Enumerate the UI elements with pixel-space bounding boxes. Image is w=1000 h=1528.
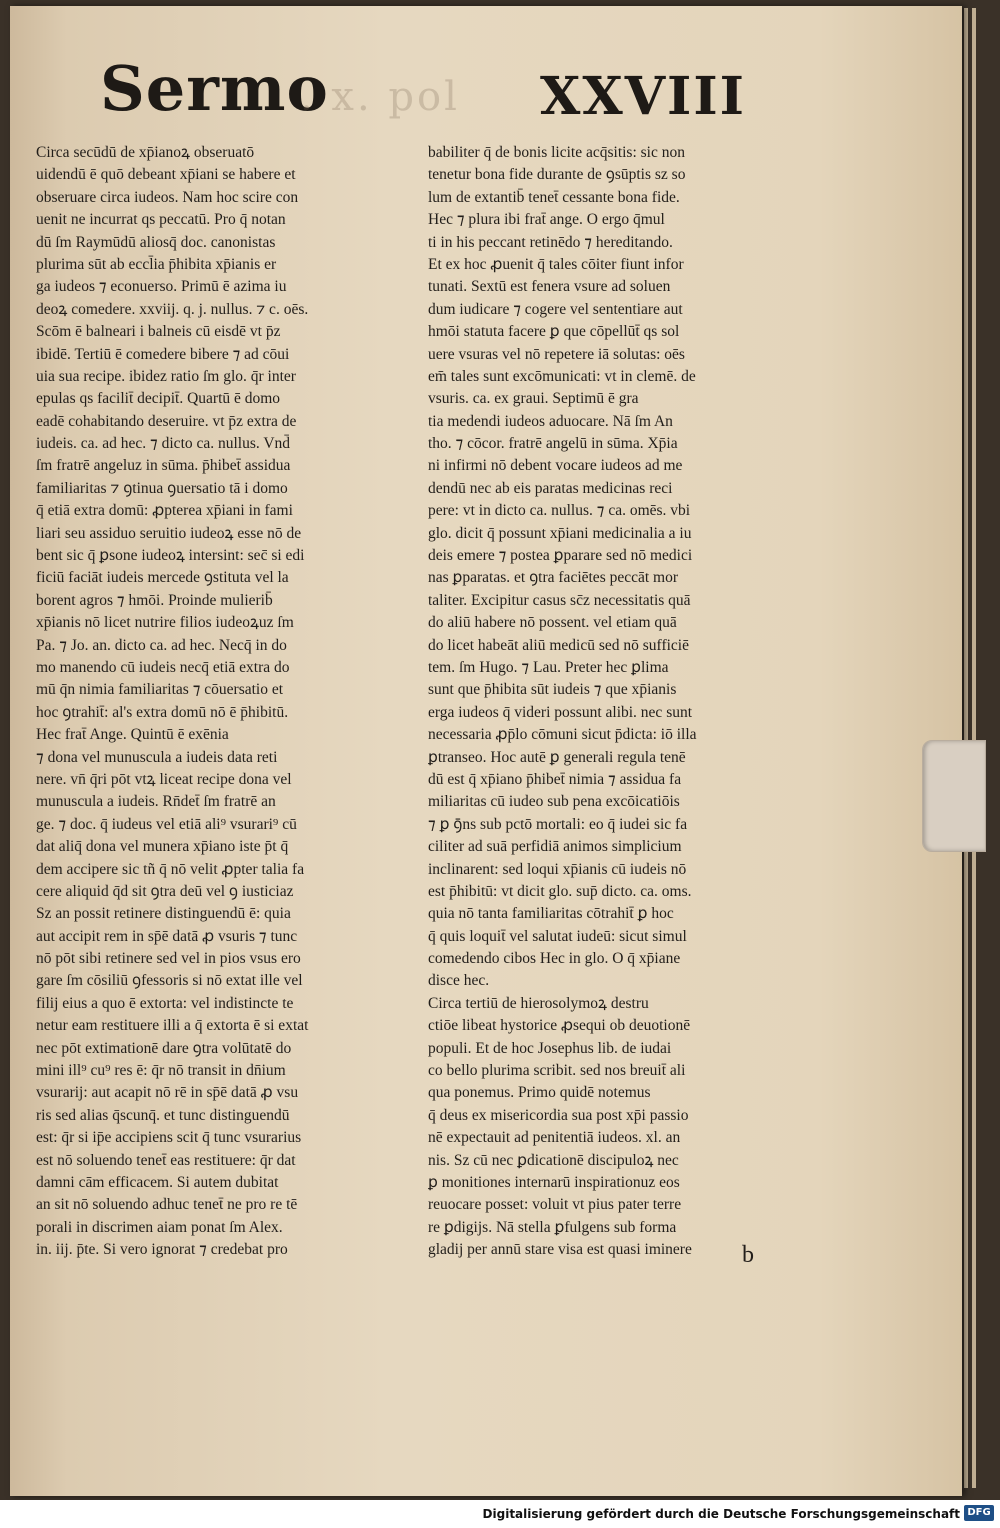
text-line: necessaria ꝓp̄lo cōmuni sicut p̄dicta: iō illa (428, 726, 697, 744)
text-line: nō pōt sibi retinere sed vel in pios vsus ero (36, 950, 301, 968)
text-line: deis emere ⁊ postea ꝑparare sed nō medici (428, 547, 693, 565)
text-line: hmōi statuta facere ꝑ que cōpellūt̄ qs sol (428, 323, 680, 341)
funding-notice: Digitalisierung gefördert durch die Deutsche Forschungsgemeinschaft (482, 1507, 960, 1521)
running-head-right: XXVIII (540, 66, 747, 127)
text-line: Circa tertiū de hierosolymoꝝ destru (428, 994, 649, 1012)
text-line: inclinarent: sed loqui xp̄ianis cū iudeis nō (428, 860, 687, 878)
right-text-column (428, 142, 816, 1262)
text-line: nere. vn̄ q̄ri pōt vtꝝ liceat recipe dona vel (36, 770, 292, 788)
text-line: uidendū ē quō debeant xp̄iani se habere et (36, 166, 296, 184)
text-line: Pa. ⁊ Jo. an. dicto ca. ad hec. Necq̄ in do (36, 636, 287, 654)
text-line: iudeis. ca. ad hec. ⁊ dicto ca. nullus. Vnd̄ (36, 435, 291, 453)
text-line: do aliū habere nō possent. vel etiam quā (428, 614, 677, 632)
text-line: tho. ⁊ cōcor. fratrē angelū in sūma. Xp̄ia (428, 435, 678, 453)
text-line: dem accipere sic tñ q̄ nō velit ꝓpter talia fa (36, 860, 305, 878)
text-line: nec pōt extimationē dare ꝯtra volūtatē do (36, 1039, 292, 1057)
text-line: aut accipit rem in sp̄ē datā ꝓ vsuris ⁊ tunc (36, 927, 298, 945)
text-line: xp̄ianis nō licet nutrire filios iudeoꝝuz ſm (36, 614, 294, 632)
text-line: obseruare circa iudeos. Nam hoc scire con (36, 188, 299, 206)
text-line: ficiū faciāt iudeis mercede ꝯstituta vel la (36, 569, 289, 587)
text-line: est: q̄r si ip̄e accipiens scit q̄ tunc vsurarius (36, 1129, 302, 1147)
page-clip (922, 740, 986, 852)
text-line: ꝑtranseo. Hoc autē ꝑ generali regula tenē (428, 748, 686, 766)
text-line: glo. dicit q̄ possunt xp̄iani medicinalia a iu (428, 524, 692, 542)
text-line: taliter. Excipitur casus sc̄z necessitatis quā (428, 591, 691, 609)
text-line: nē expectauit ad penitentiā iudeos. xl. an (428, 1129, 681, 1147)
text-line: ni infirmi nō debent vocare iudeos ad me (428, 457, 683, 475)
text-line: deoꝝ comedere. xxviij. q. j. nullus. ⁊ c. oēs. (36, 300, 309, 318)
text-line: mini ill⁹ cu⁹ res ē: q̄r nō transit in dn̄ium (36, 1062, 286, 1080)
text-line: ſm fratrē angeluz in sūma. p̄hibet̄ assidua (36, 457, 291, 475)
text-line: tia medendi iudeos aduocare. Nā ſm An (428, 412, 673, 430)
text-line: ꝑ monitiones internarū inspirationuz eos (428, 1173, 680, 1191)
text-line: ⁊ dona vel munuscula a iudeis data reti (36, 748, 278, 766)
text-line: mū q̄n nimia familiaritas ⁊ cōuersatio et (36, 681, 284, 699)
text-line: netur eam restituere illi a q̄ extorta ē si extat (36, 1017, 309, 1035)
text-line: in. iij. p̄te. Si vero ignorat ⁊ credebat pro (36, 1241, 288, 1259)
text-line: Hec ⁊ plura ibi frat̄ ange. O ergo q̄mul (428, 211, 665, 229)
text-line: gladij per annū stare visa est quasi iminere (428, 1241, 692, 1259)
text-line: tenetur bona fide durante de ꝯsūptis sz so (428, 166, 686, 184)
text-line: est p̄hibitū: vt dicit glo. sup̄ dicto. ca. oms. (428, 882, 692, 900)
text-line: quia nō tanta familiaritas cōtrahit̄ ꝑ hoc (428, 905, 674, 923)
text-line: em̄ tales sunt excōmunicati: vt in clemē. de (428, 367, 696, 385)
text-line: do licet habeāt aliū medicū sed nō sufficiē (428, 636, 689, 654)
text-line: tem. ſm Hugo. ⁊ Lau. Preter hec ꝑlima (428, 658, 669, 676)
text-line: Scōm ē balneari i balneis cū eisdē vt p̄z (36, 323, 281, 341)
text-line: ga iudeos ⁊ econuerso. Primū ē azima iu (36, 278, 287, 296)
text-line: q̄ etiā extra domū: ꝓpterea xp̄iani in fami (36, 502, 293, 520)
text-line: tunati. Sextū est fenera vsure ad soluen (428, 278, 671, 296)
text-line: nas ꝑparatas. et ꝯtra faciētes peccāt mor (428, 569, 679, 587)
text-line: uenit ne incurrat qs peccatū. Pro q̄ notan (36, 211, 286, 229)
text-line: filij eius a quo ē extorta: vel indistincte te (36, 994, 294, 1012)
footer-bar (0, 1500, 1000, 1528)
text-line: dendū nec ab eis paratas medicinas reci (428, 479, 673, 497)
text-line: cere aliquid q̄d sit ꝯtra deū vel ꝯ iusticiaz (36, 882, 294, 900)
text-line: an sit nō soluendo adhuc tenet̄ ne pro re tē (36, 1196, 298, 1214)
text-line: munuscula a iudeis. Rn̄det̄ ſm fratrē an (36, 793, 276, 811)
text-line: ctiōe libeat hystorice ꝓsequi ob deuotionē (428, 1017, 691, 1035)
text-line: dū est q̄ xp̄iano p̄hibet̄ nimia ⁊ assidua fa (428, 770, 682, 788)
text-line: Hec frat̄ Ange. Quintū ē exēnia (36, 726, 229, 744)
text-line: plurima sūt ab eccl̄ia p̄hibita xp̄ianis er (36, 255, 277, 273)
text-line: nis. Sz cū nec ꝑdicationē discipuloꝝ nec (428, 1151, 679, 1169)
text-line: ibidē. Tertiū ē comedere bibere ⁊ ad cōui (36, 345, 290, 363)
text-line: bent sic q̄ ꝑsone iudeoꝝ intersint: sec̄ si edi (36, 547, 305, 565)
text-line: qua ponemus. Primo quidē notemus (428, 1084, 651, 1102)
text-line: Et ex hoc ꝓuenit q̄ tales cōiter fiunt infor (428, 255, 684, 273)
text-line: uere vsuras vel nō repetere iā solutas: oēs (428, 345, 685, 363)
text-line: re ꝑdigijs. Nā stella ꝑfulgens sub forma (428, 1218, 677, 1236)
show-through-text: . x. pol (300, 74, 460, 120)
text-line: dū ſm Raymūdū aliosq̄ doc. canonistas (36, 233, 276, 251)
text-line: vsuris. ca. ex graui. Septimū ē gra (428, 390, 639, 408)
text-line: lum de extantib̄ tenet̄ cessante bona fide. (428, 188, 680, 206)
text-line: ciliter ad suā perfidiā animos simplicium (428, 838, 682, 856)
text-line: mo manendo cū iudeis necq̄ etiā extra do (36, 658, 290, 676)
text-line: porali in discrimen aiam ponat ſm Alex. (36, 1218, 283, 1236)
text-line: babiliter q̄ de bonis licite acq̄sitis: sic non (428, 144, 685, 161)
text-line: Sz an possit retinere distinguendū ē: quia (36, 905, 291, 923)
text-line: ge. ⁊ doc. q̄ iudeus vel etiā ali⁹ vsurari⁹ cū (36, 815, 297, 833)
text-line: dum iudicare ⁊ cogere vel sententiare aut (428, 300, 683, 318)
text-line: Circa secūdū de xp̄ianoꝝ obseruatō (36, 144, 255, 161)
text-line: uia sua recipe. ibidez ratio ſm glo. q̄r inter (36, 367, 296, 385)
text-line: borent agros ⁊ hmōi. Proinde mulierib̄ (36, 591, 273, 609)
text-line: erga iudeos q̄ videri possunt alibi. nec sunt (428, 703, 693, 721)
text-line: epulas qs facilit̄ decipit̄. Quartū ē domo (36, 390, 281, 408)
text-line: ris sed alias q̄scunq̄. et tunc distinguendū (36, 1106, 290, 1124)
text-line: liari seu assiduo seruitio iudeoꝝ esse nō de (36, 524, 302, 542)
left-text-column (36, 142, 421, 1262)
text-line: est nō soluendo tenet̄ eas restituere: q̄r dat (36, 1151, 296, 1169)
text-line: gare ſm cōsiliū ꝯfessoris si nō extat ille vel (36, 972, 303, 990)
text-line: hoc ꝯtrahit̄: al's extra domū nō ē p̄hibitū. (36, 703, 289, 721)
signature-mark: b (742, 1242, 754, 1268)
text-line: disce hec. (428, 972, 490, 990)
text-line: q̄ quis loquit̄ vel salutat iudeū: sicut simul (428, 927, 687, 945)
text-line: ti in his peccant retinēdo ⁊ hereditando. (428, 233, 673, 251)
text-line: eadē cohabitando deseruire. vt p̄z extra de (36, 412, 297, 430)
text-line: miliaritas cū iudeo sub pena excōicatiōis (428, 793, 680, 811)
text-line: familiaritas ⁊ ꝯtinua ꝯuersatio tā i domo (36, 479, 288, 497)
text-line: co bello plurima scribit. sed nos breuit̄ ali (428, 1062, 686, 1080)
text-line: sunt que p̄hibita sūt iudeis ⁊ que xp̄ianis (428, 681, 677, 699)
text-line: pere: vt in dicto ca. nullus. ⁊ ca. omēs. vbi (428, 502, 691, 520)
text-line: dat aliq̄ dona vel munera xp̄iano iste p̄t q̄ (36, 838, 289, 856)
text-line: vsurarij: aut acapit nō rē in sp̄ē datā ꝓ vsu (36, 1084, 299, 1102)
text-line: damni cām efficacem. Si autem dubitat (36, 1173, 279, 1191)
dfg-logo: DFG (964, 1505, 994, 1521)
text-line: ⁊ ꝑ ꝯ̄ns sub pctō mortali: eo q̄ iudei sic fa (428, 815, 688, 833)
text-line: reuocare posset: voluit vt pius pater terre (428, 1196, 682, 1214)
text-line: comedendo cibos Hec in glo. O q̄ xp̄iane (428, 950, 681, 968)
text-line: q̄ deus ex misericordia sua post xp̄i passio (428, 1106, 689, 1124)
text-line: populi. Et de hoc Josephus lib. de iudai (428, 1039, 672, 1057)
running-head-left: Sermo (100, 52, 329, 125)
